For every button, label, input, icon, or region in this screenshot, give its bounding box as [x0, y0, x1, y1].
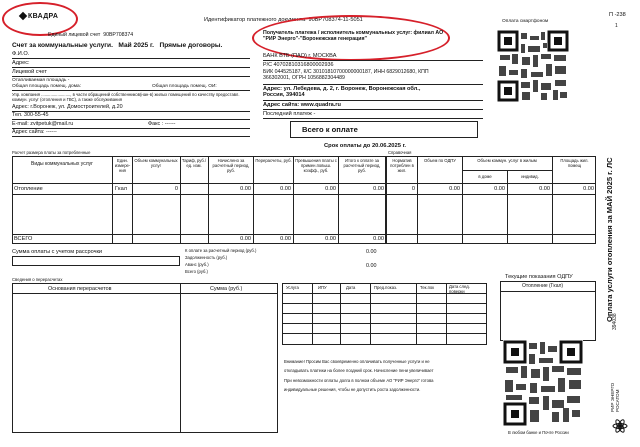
- ref-value-odpu: 0.00: [449, 186, 460, 192]
- recipient-bik: БИК 044525187, К/С 30101810700000000187, ИНН 6829012680, КПП 366302001, ОГРН 1056882304489: [263, 69, 429, 81]
- account-line: Единый лицевой счет 90ВР708374: [48, 32, 134, 38]
- payer-fio-label: Ф.И.О.: [12, 51, 30, 57]
- col-header-service: Виды коммунальных услуг: [31, 161, 93, 167]
- ref-header-norm: Норматив потреблен в жил.: [390, 158, 414, 173]
- col-header-recalc: Перерасчеты, руб.: [255, 158, 292, 163]
- installments-label: Сумма оплаты с учетом рассрочки: [12, 249, 103, 255]
- notice-line-2: откладывать платежи на более поздний срок. Начисление пени увеличивает: [284, 368, 434, 373]
- col-header-charged: Начислено за расчетный период, руб.: [212, 158, 250, 173]
- total-label: Всего к оплате: [302, 125, 358, 134]
- odpu-header: Отопление (Гкал): [522, 283, 564, 289]
- installments-line-1: К оплате за расчетный период (руб.): [185, 248, 257, 253]
- row-total: 0.00: [373, 186, 384, 192]
- installments-line-3: Аванс (руб.): [185, 262, 209, 267]
- row-service-name: Отопление: [14, 186, 43, 192]
- col-header-volume: Объем коммунальных услуг: [134, 158, 178, 168]
- recalc-caption: Сведения о перерасчетах: [12, 277, 63, 282]
- payer-address-label: Адрес:: [12, 60, 30, 66]
- installments-value-2: 0.00: [366, 263, 377, 269]
- ref-value-norm: 0: [411, 186, 415, 192]
- recipient-rs: Р/С 40702810316800002936: [263, 62, 334, 68]
- stub-code: 394038: [612, 313, 618, 330]
- company-phone: Тел. 300-55-45: [12, 112, 49, 118]
- row-recalc: 0.00: [280, 186, 291, 192]
- col-header-excess: Превышения платы с примен.повыш. коэфф., руб.: [295, 158, 337, 173]
- company-email: E-mail: zvitpetuk@mail.ru: [12, 121, 74, 127]
- heated-area: Отапливаемая площадь -: [12, 78, 70, 83]
- recipient-address: Адрес: ул. Лебедева, д. 2, г. Воронеж, Воронежская обл., Россия, 394014: [263, 86, 421, 99]
- svc-col-date: Дата: [346, 285, 356, 290]
- ref-header-volume: Объем коммун. услуг в жилым: [477, 158, 537, 163]
- row-excess: 0.00: [325, 186, 336, 192]
- ref-header-odpu: Объем по ОДПУ: [424, 158, 456, 163]
- installments-line-4: Всего (руб.): [185, 269, 208, 274]
- recalc-col-sum: Сумма (руб.): [210, 286, 243, 292]
- qr-code-bottom: [503, 340, 583, 426]
- deadline: Срок оплаты до 20.06.2025 г.: [324, 143, 407, 149]
- recipient-bank: БАНК ВТБ (ПАО) г. МОСКВА: [263, 53, 337, 59]
- doc-id-line: Идентификатор платежного документа 90ВР708374-11-5051: [204, 17, 363, 23]
- rosatom-logo-icon: [612, 418, 628, 434]
- qr-caption: Оплата смартфоном: [502, 19, 549, 24]
- stub-brand: РИР ЭНЕРГО РОСАТОМ: [610, 382, 621, 412]
- svc-col-curr: Тек.пок: [420, 285, 435, 290]
- ref-table-caption: Справочная: [388, 150, 412, 155]
- company-address: Адрес: г.Воронеж, ул. Домостроителей, д.20: [12, 104, 123, 110]
- bill-title: Счет за коммунальные услуги. Май 2025 г. Прямые договоры.: [12, 42, 223, 49]
- stub-number-2: 1: [615, 23, 618, 29]
- col-header-unit: Един. измере-ния: [114, 158, 131, 173]
- row-charged: 0.00: [240, 186, 251, 192]
- ref-subheader-house: в доме: [478, 174, 492, 179]
- odpu-caption: Текущие показания ОДПУ: [505, 274, 573, 280]
- qr-code-top: [497, 30, 569, 102]
- col-header-tariff: Тариф, руб./ ед. изм.: [181, 158, 207, 168]
- company-site: Адрес сайта: ------: [12, 129, 57, 135]
- total-row-excess: 0.00: [325, 236, 336, 242]
- recalc-col-reason: Основания перерасчетов: [48, 286, 112, 292]
- common-area: Общая площадь помещ. ОИ:: [152, 84, 217, 89]
- ref-value-area: 0.00: [583, 186, 594, 192]
- total-row-recalc: 0.00: [280, 236, 291, 242]
- ref-value-house: 0.00: [494, 186, 505, 192]
- total-row-charged: 0.00: [240, 236, 251, 242]
- svc-col-service: Услуга: [286, 285, 299, 290]
- col-header-total: Итого к оплате за расчетный период, руб.: [343, 158, 381, 173]
- logo-mark-icon: [19, 12, 27, 20]
- svc-col-next: Дата след. поверки: [449, 284, 470, 294]
- total-row-total: 0.00: [373, 236, 384, 242]
- svc-col-prev: Пред.показ.: [374, 285, 398, 290]
- bank-caption: В любом банке и Почте России: [508, 430, 569, 435]
- logo: КВАДРА: [20, 13, 58, 21]
- notice-line-4: индивидуальные решения, чтобы не допустить роста задолженности.: [284, 387, 421, 392]
- stub-title: Оплата услуги отопления за МАЙ 2025 г. ЛС: [605, 157, 614, 322]
- row-volume: 0: [174, 186, 178, 192]
- stub-number: П -238: [609, 12, 626, 18]
- recipient-label: Получатель платежа / исполнитель коммунальных услуг: филиал АО "РИР Энерго"-"Воронежская генерация": [263, 30, 444, 42]
- recipient-site: Адрес сайта: www.quadra.ru: [263, 102, 341, 108]
- total-area: Общая площадь помещ. дома:: [12, 84, 81, 89]
- row-unit: Гкал: [115, 186, 127, 192]
- last-payment: Последний платеж -: [263, 111, 316, 117]
- ref-value-indiv: 0.00: [539, 186, 550, 192]
- company-fax: Факс : ------: [148, 121, 176, 127]
- installments-value-1: 0.00: [366, 249, 377, 255]
- main-table-caption: Расчет размера платы за потребленные: [12, 150, 91, 155]
- ref-subheader-indiv: индивид.: [521, 174, 539, 179]
- total-row-name: ВСЕГО: [14, 236, 33, 242]
- notice-line-1: Внимание! Просим Вас своевременно оплачивать полученные услуги и не: [284, 359, 430, 364]
- company-desc: Упр. компания ........................., в части обращений собственников(нан-в) жилых помещений по качеству предоставл. коммун. услуг (отопления и ГВС), а также обслуживания: [12, 92, 240, 103]
- installments-line-2: Задолженность (руб.): [185, 255, 228, 260]
- notice-line-3: При невозможности оплаты долга в полном объеме АО "РИР Энерго" готова: [284, 378, 434, 383]
- payer-account-label: Лицевой счет: [12, 69, 47, 75]
- ref-header-area: Площадь жил. помещ: [560, 158, 589, 168]
- svc-col-ipu: ИПУ: [318, 285, 327, 290]
